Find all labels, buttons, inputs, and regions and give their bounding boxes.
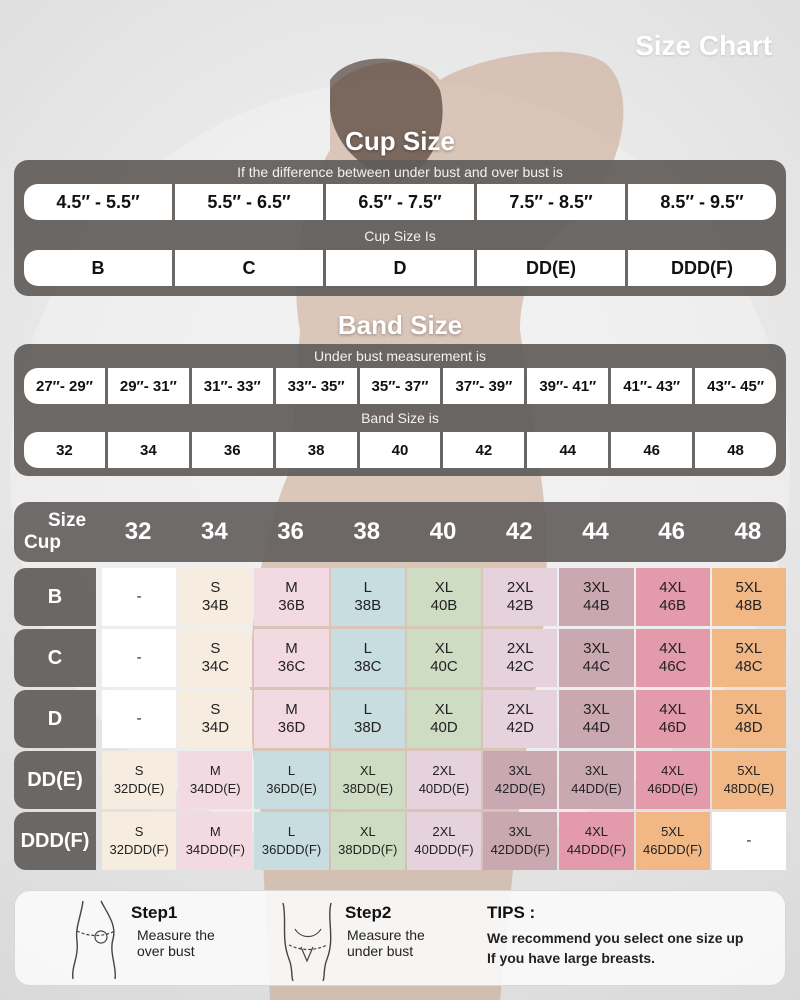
size-cell bbox=[407, 812, 481, 870]
size-table-header bbox=[14, 502, 786, 562]
band-range-cell: 37″- 39″ bbox=[443, 368, 524, 404]
cup-size-cell: C bbox=[175, 250, 323, 286]
size-code: 40C bbox=[430, 658, 458, 675]
column-header: 38 bbox=[353, 518, 381, 545]
size-code: 36DDD(F) bbox=[261, 842, 322, 857]
size-cell bbox=[559, 690, 633, 748]
size-code: 44C bbox=[582, 658, 611, 675]
size-letter: 5XL bbox=[735, 579, 763, 596]
size-code: 48D bbox=[735, 719, 763, 736]
size-code: 44B bbox=[583, 597, 610, 614]
size-letter: 3XL bbox=[583, 579, 610, 596]
cup-range-cell: 7.5″ - 8.5″ bbox=[477, 184, 625, 220]
size-code: 36D bbox=[277, 719, 306, 736]
step2-line1: Measure the bbox=[347, 927, 425, 943]
size-code: 42B bbox=[506, 597, 534, 614]
band-range-cell: 41″- 43″ bbox=[611, 368, 692, 404]
tips-line2: If you have large breasts. bbox=[487, 950, 656, 966]
size-cell bbox=[331, 812, 405, 870]
column-header: 46 bbox=[658, 518, 685, 545]
size-cell bbox=[712, 812, 786, 870]
size-letter: XL bbox=[359, 824, 376, 839]
size-letter: 5XL bbox=[737, 763, 761, 778]
size-letter: XL bbox=[359, 763, 376, 778]
size-letter: 4XL bbox=[584, 824, 608, 839]
size-letter: 4XL bbox=[659, 579, 686, 596]
size-cell bbox=[407, 751, 481, 809]
band-size-panel bbox=[14, 344, 786, 476]
cup-caption-bottom: Cup Size Is bbox=[364, 228, 436, 244]
size-code: 32DD(E) bbox=[113, 781, 165, 796]
size-code: 38DD(E) bbox=[342, 781, 394, 796]
size-cell bbox=[559, 568, 633, 626]
column-header: 32 bbox=[124, 518, 152, 545]
cup-range-cell: 4.5″ - 5.5″ bbox=[24, 184, 172, 220]
size-code: 34C bbox=[201, 658, 230, 675]
size-code: 34D bbox=[201, 719, 230, 736]
size-table bbox=[14, 502, 786, 870]
cup-size-title: Cup Size bbox=[345, 126, 455, 156]
size-cell bbox=[102, 568, 176, 626]
size-cell bbox=[712, 568, 786, 626]
size-letter: - bbox=[136, 710, 142, 727]
size-code: 44D bbox=[582, 719, 611, 736]
size-letter: 3XL bbox=[508, 824, 532, 839]
step2-title: Step2 bbox=[345, 903, 392, 922]
size-cell bbox=[254, 751, 328, 809]
size-code: 40D bbox=[430, 719, 458, 736]
size-letter: 4XL bbox=[661, 763, 685, 778]
size-code: 42C bbox=[506, 658, 534, 675]
size-code: 34B bbox=[201, 597, 229, 614]
cup-range-row bbox=[24, 184, 776, 220]
size-letter: 4XL bbox=[659, 640, 686, 657]
size-letter: L bbox=[363, 579, 372, 596]
size-cell bbox=[331, 690, 405, 748]
size-letter: M bbox=[285, 640, 298, 657]
size-cell bbox=[331, 629, 405, 687]
band-size-row bbox=[24, 432, 776, 468]
size-letter: M bbox=[285, 701, 298, 718]
band-range-cell: 31″- 33″ bbox=[192, 368, 273, 404]
column-header: 36 bbox=[277, 518, 304, 545]
size-letter: 3XL bbox=[583, 701, 610, 718]
column-header: 40 bbox=[429, 518, 457, 545]
size-cell bbox=[102, 629, 176, 687]
size-letter: 3XL bbox=[583, 640, 610, 657]
size-cell bbox=[636, 751, 710, 809]
over-bust-figure-icon bbox=[61, 897, 131, 981]
tips-line1: We recommend you select one size up bbox=[487, 930, 744, 946]
size-code: 42D bbox=[506, 719, 534, 736]
corner-cup-label: Cup bbox=[24, 532, 61, 553]
corner-size-label: Size bbox=[48, 510, 87, 531]
size-letter: S bbox=[210, 579, 221, 596]
cup-range-cell: 8.5″ - 9.5″ bbox=[628, 184, 776, 220]
size-letter: S bbox=[134, 763, 144, 778]
column-header: 42 bbox=[505, 518, 533, 545]
band-range-row bbox=[24, 368, 776, 404]
cup-size-cell: D bbox=[326, 250, 474, 286]
size-cell bbox=[178, 751, 252, 809]
size-code: 48C bbox=[735, 658, 763, 675]
size-letter: 2XL bbox=[432, 824, 456, 839]
size-cell bbox=[712, 690, 786, 748]
size-letter: 5XL bbox=[661, 824, 685, 839]
size-table-body bbox=[14, 568, 786, 870]
row-cup-label: B bbox=[14, 568, 96, 626]
size-cell bbox=[102, 690, 176, 748]
size-cell bbox=[178, 568, 252, 626]
step1-line1: Measure the bbox=[137, 927, 215, 943]
cup-range-cell: 6.5″ - 7.5″ bbox=[326, 184, 474, 220]
size-cell bbox=[407, 629, 481, 687]
size-letter: 3XL bbox=[584, 763, 608, 778]
size-cell bbox=[331, 568, 405, 626]
size-code: 40B bbox=[430, 597, 458, 614]
size-letter: 3XL bbox=[508, 763, 532, 778]
table-corner bbox=[14, 502, 100, 562]
size-code: 38C bbox=[354, 658, 382, 675]
size-letter: 5XL bbox=[735, 640, 763, 657]
size-code: 46C bbox=[658, 658, 687, 675]
size-letter: 2XL bbox=[432, 763, 456, 778]
step2-line2: under bust bbox=[347, 943, 414, 959]
size-cell bbox=[254, 812, 328, 870]
band-size-cell: 44 bbox=[527, 432, 608, 468]
row-cup-label: D bbox=[14, 690, 96, 748]
size-code: 38B bbox=[354, 597, 382, 614]
size-cell bbox=[331, 751, 405, 809]
size-cell bbox=[559, 629, 633, 687]
size-letter: M bbox=[209, 824, 221, 839]
band-range-cell: 27″- 29″ bbox=[24, 368, 105, 404]
size-cell bbox=[407, 568, 481, 626]
size-cell bbox=[483, 812, 557, 870]
size-cell bbox=[712, 751, 786, 809]
band-size-cell: 46 bbox=[611, 432, 692, 468]
table-row bbox=[14, 629, 786, 687]
size-cell bbox=[483, 629, 557, 687]
size-letter: L bbox=[363, 701, 372, 718]
size-cell bbox=[483, 690, 557, 748]
size-code: 36DD(E) bbox=[266, 781, 317, 796]
size-letter: L bbox=[287, 763, 296, 778]
size-letter: S bbox=[210, 640, 221, 657]
size-cell bbox=[636, 690, 710, 748]
size-letter: 2XL bbox=[506, 640, 534, 657]
cup-size-panel bbox=[14, 160, 786, 296]
band-range-cell: 33″- 35″ bbox=[276, 368, 357, 404]
row-cup-label: DDD(F) bbox=[14, 812, 96, 870]
size-code: 36B bbox=[278, 597, 305, 614]
size-code: 46B bbox=[659, 597, 686, 614]
size-letter: L bbox=[287, 824, 296, 839]
size-code: 34DDD(F) bbox=[185, 842, 245, 857]
size-code: 46DDD(F) bbox=[643, 842, 703, 857]
band-range-cell: 29″- 31″ bbox=[108, 368, 189, 404]
size-letter: 4XL bbox=[659, 701, 686, 718]
size-code: 32DDD(F) bbox=[109, 842, 169, 857]
size-letter: M bbox=[209, 763, 221, 778]
size-cell bbox=[254, 690, 328, 748]
size-letter: - bbox=[136, 588, 142, 605]
size-code: 46D bbox=[658, 719, 687, 736]
size-letter: XL bbox=[434, 701, 454, 718]
size-code: 34DD(E) bbox=[190, 781, 241, 796]
row-cup-label: DD(E) bbox=[14, 751, 96, 809]
size-cell bbox=[102, 812, 176, 870]
band-range-cell: 39″- 41″ bbox=[527, 368, 608, 404]
size-code: 38D bbox=[354, 719, 382, 736]
size-cell bbox=[483, 751, 557, 809]
size-letter: 5XL bbox=[735, 701, 763, 718]
column-header: 34 bbox=[200, 518, 228, 545]
size-cell bbox=[483, 568, 557, 626]
band-size-cell: 38 bbox=[276, 432, 357, 468]
size-code: 40DD(E) bbox=[418, 781, 470, 796]
size-cell bbox=[254, 568, 328, 626]
size-letter: XL bbox=[434, 640, 454, 657]
size-cell bbox=[559, 751, 633, 809]
size-code: 48B bbox=[735, 597, 763, 614]
table-row bbox=[14, 690, 786, 748]
size-cell bbox=[178, 629, 252, 687]
band-caption-bottom: Band Size is bbox=[361, 410, 439, 426]
size-cell bbox=[636, 812, 710, 870]
size-code: 46DD(E) bbox=[647, 781, 698, 796]
size-letter: 2XL bbox=[506, 579, 534, 596]
size-code: 38DDD(F) bbox=[338, 842, 398, 857]
size-cell bbox=[102, 751, 176, 809]
size-letter: - bbox=[136, 649, 142, 666]
size-code: 40DDD(F) bbox=[414, 842, 474, 857]
table-row bbox=[14, 568, 786, 626]
size-letter: 2XL bbox=[506, 701, 534, 718]
size-cell bbox=[178, 812, 252, 870]
size-code: 48DD(E) bbox=[723, 781, 775, 796]
size-cell bbox=[559, 812, 633, 870]
step1-title: Step1 bbox=[131, 903, 178, 922]
cup-size-cell: DD(E) bbox=[477, 250, 625, 286]
size-letter: - bbox=[746, 832, 752, 849]
cup-caption-top: If the difference between under bust and over bust is bbox=[237, 164, 563, 180]
size-cell bbox=[254, 629, 328, 687]
page-title: Size Chart bbox=[635, 30, 772, 61]
band-size-title: Band Size bbox=[337, 310, 463, 340]
row-cup-label: C bbox=[14, 629, 96, 687]
column-header: 44 bbox=[582, 518, 609, 545]
size-letter: S bbox=[134, 824, 144, 839]
cup-size-row bbox=[24, 250, 776, 286]
band-size-cell: 34 bbox=[108, 432, 189, 468]
under-bust-figure-icon bbox=[271, 899, 345, 981]
size-cell bbox=[636, 568, 710, 626]
size-code: 42DDD(F) bbox=[490, 842, 550, 857]
size-code: 44DDD(F) bbox=[566, 842, 627, 857]
band-size-cell: 42 bbox=[443, 432, 524, 468]
band-range-cell: 43″- 45″ bbox=[695, 368, 776, 404]
size-code: 42DD(E) bbox=[494, 781, 546, 796]
size-letter: XL bbox=[434, 579, 454, 596]
column-header: 48 bbox=[734, 518, 762, 545]
band-size-cell: 40 bbox=[360, 432, 441, 468]
step1-line2: over bust bbox=[137, 943, 195, 959]
size-cell bbox=[407, 690, 481, 748]
cup-range-cell: 5.5″ - 6.5″ bbox=[175, 184, 323, 220]
band-caption-top: Under bust measurement is bbox=[314, 348, 486, 364]
size-cell bbox=[178, 690, 252, 748]
tips-title: TIPS : bbox=[487, 903, 536, 922]
size-letter: S bbox=[210, 701, 221, 718]
table-row bbox=[14, 812, 786, 870]
measuring-guide bbox=[14, 890, 786, 986]
band-size-cell: 32 bbox=[24, 432, 105, 468]
band-size-cell: 48 bbox=[695, 432, 776, 468]
size-code: 44DD(E) bbox=[571, 781, 622, 796]
size-code: 36C bbox=[277, 658, 306, 675]
band-range-cell: 35″- 37″ bbox=[360, 368, 441, 404]
band-size-cell: 36 bbox=[192, 432, 273, 468]
size-letter: M bbox=[285, 579, 298, 596]
cup-size-cell: DDD(F) bbox=[628, 250, 776, 286]
cup-size-cell: B bbox=[24, 250, 172, 286]
size-cell bbox=[712, 629, 786, 687]
size-letter: L bbox=[363, 640, 372, 657]
table-row bbox=[14, 751, 786, 809]
size-cell bbox=[636, 629, 710, 687]
